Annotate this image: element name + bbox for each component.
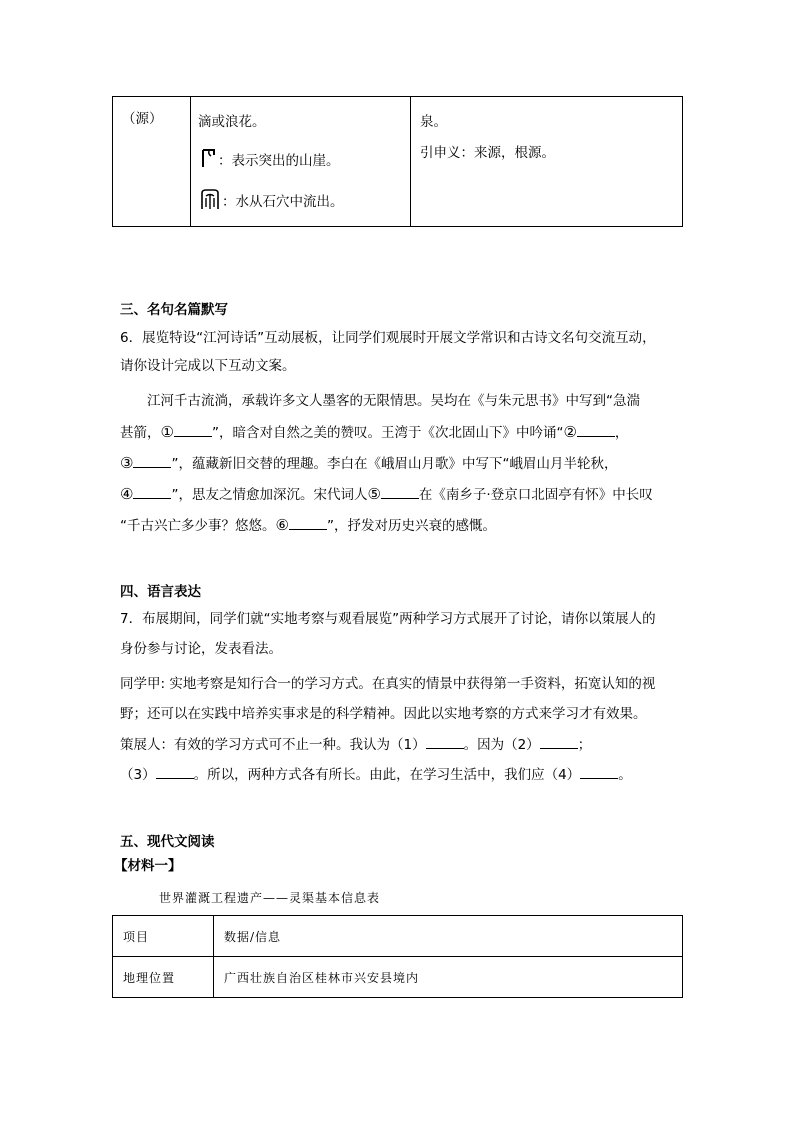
meaning-line-1: 泉。	[420, 114, 447, 130]
curator-text: （3）	[120, 767, 156, 783]
student-a-line-2: 野；还可以在实践中培养实事求是的科学精神。因此以实地考察的方式来学习才有效果。	[120, 706, 647, 722]
question-6-line-1: 6．展览特设“江河诗话”互动展板，让同学们观展时开展文学常识和古诗文名句交流互动，	[120, 330, 656, 346]
material-1-label: 【材料一】	[114, 858, 182, 874]
curator-text: 。因为（2）	[463, 737, 540, 753]
explanation-line-3	[199, 187, 344, 217]
blank-number-2: ②	[563, 423, 577, 441]
blank-number-4: ④	[120, 485, 134, 503]
curator-line-2	[120, 764, 632, 786]
passage-text: 在《南乡子·登京口北固亭有怀》中长叹	[418, 487, 653, 503]
explanation-line-2	[199, 147, 340, 175]
passage-line-5	[120, 514, 496, 537]
question-6-line-2: 请你设计完成以下互动文案。	[120, 358, 296, 374]
passage-text: ，	[614, 425, 629, 441]
table-row	[113, 957, 683, 998]
blank-6[interactable]	[289, 515, 327, 530]
explanation-line-2-text: ：表示突出的山崖。	[218, 153, 340, 169]
passage-text: ”，暗含对自然之美的赞叹。王湾于《次北固山下》中吟诵“	[211, 425, 564, 441]
explanation-line-3-text: ：水从石穴中流出。	[222, 194, 344, 210]
passage-line-1: 江河千古流淌，承载许多文人墨客的无限情思。吴均在《与朱元思书》中写到“急湍	[147, 393, 640, 409]
table-cell-value: 数据/信息	[214, 916, 683, 957]
spring-glyph-icon	[199, 187, 221, 217]
table-cell-value: 广西壮族自治区桂林市兴安县境内	[214, 957, 683, 998]
section-3-heading: 三、名句名篇默写	[120, 302, 228, 318]
answer-blank-4[interactable]	[580, 764, 618, 779]
blank-number-5: ⑤	[367, 485, 381, 503]
passage-text: ”，蕴藏新旧交替的理趣。李白在《峨眉山月歌》中写下“峨眉山月半轮秋，	[171, 456, 618, 472]
passage-text: ”，思友之情愈加深沉。宋代词人	[171, 487, 368, 503]
meaning-line-2: 引申义：来源，根源。	[420, 145, 555, 161]
answer-blank-3[interactable]	[156, 764, 194, 779]
section-5-heading: 五、现代文阅读	[120, 834, 215, 850]
answer-blank-1[interactable]	[426, 734, 464, 749]
curator-text: 。	[618, 767, 632, 783]
curator-text: 。所以，两种方式各有所长。由此，在学习生活中，我们应（4）	[193, 767, 581, 783]
cliff-glyph-icon	[199, 147, 217, 175]
question-7-line-2: 身份参与讨论，发表看法。	[120, 641, 282, 657]
blank-5[interactable]	[381, 484, 419, 499]
blank-4[interactable]	[133, 484, 171, 499]
lingqu-info-table	[112, 915, 683, 998]
table-cell-key: 地理位置	[113, 957, 214, 998]
table-row	[113, 916, 683, 957]
blank-2[interactable]	[577, 422, 615, 437]
passage-text: 甚箭，	[120, 425, 161, 441]
passage-line-2	[120, 421, 628, 444]
origin-label: （源）	[122, 111, 163, 127]
explanation-line-1: 滴或浪花。	[198, 114, 266, 130]
passage-line-4	[120, 483, 653, 506]
passage-text: “千古兴亡多少事？悠悠。	[120, 518, 276, 534]
blank-3[interactable]	[133, 453, 171, 468]
blank-number-3: ③	[120, 454, 134, 472]
passage-line-3	[120, 452, 617, 475]
passage-text: ”，抒发对历史兴衰的感慨。	[326, 518, 496, 534]
section-4-heading: 四、语言表达	[120, 584, 201, 600]
curator-text: 策展人：有效的学习方式可不止一种。我认为（1）	[120, 737, 426, 753]
table-caption: 世界灌溉工程遗产——灵渠基本信息表	[159, 891, 381, 905]
student-a-line-1: 同学甲: 实地考察是知行合一的学习方式。在真实的情景中获得第一手资料，拓宽认知的视	[120, 676, 656, 692]
answer-blank-2[interactable]	[540, 734, 578, 749]
curator-line-1	[120, 734, 591, 756]
blank-1[interactable]	[174, 422, 212, 437]
question-7-line-1: 7．布展期间，同学们就“实地考察与观看展览”两种学习方式展开了讨论，请你以策展人的	[120, 611, 656, 627]
blank-number-1: ①	[160, 423, 174, 441]
table-cell-key: 项目	[113, 916, 214, 957]
blank-number-6: ⑥	[275, 516, 289, 534]
curator-text: ；	[577, 737, 592, 753]
